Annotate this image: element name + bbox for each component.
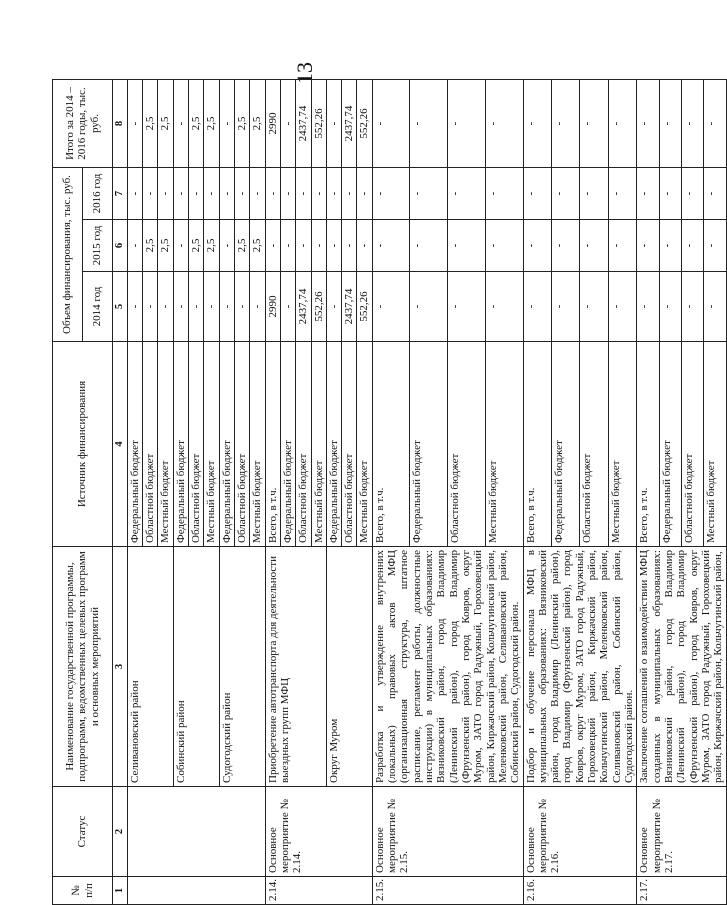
funding-source: Областной бюджет xyxy=(448,342,486,547)
item-status: Основное мероприятие № 2.17. xyxy=(637,787,726,877)
funding-source: Областной бюджет xyxy=(189,342,204,547)
funding-source: Всего, в т.ч. xyxy=(265,342,280,547)
column-number: 1 xyxy=(113,877,128,905)
value-2015: 2,5 xyxy=(158,220,173,272)
funding-source: Федеральный бюджет xyxy=(326,342,341,547)
funding-source: Федеральный бюджет xyxy=(219,342,234,547)
funding-source: Федеральный бюджет xyxy=(127,342,142,547)
value-2015: - xyxy=(523,220,551,272)
value-2016: - xyxy=(204,168,219,220)
value-2014: - xyxy=(448,272,486,342)
value-total: 2437,74 xyxy=(296,80,311,168)
funding-source: Местный бюджет xyxy=(158,342,173,547)
value-2015: - xyxy=(296,220,311,272)
column-number: 6 xyxy=(113,220,128,272)
value-2016: - xyxy=(410,168,448,220)
value-2015: - xyxy=(265,220,280,272)
value-total: - xyxy=(659,80,681,168)
value-total: - xyxy=(280,80,295,168)
value-2016: - xyxy=(704,168,726,220)
item-number: 2.16. xyxy=(523,877,637,905)
funding-source: Федеральный бюджет xyxy=(551,342,579,547)
column-number: 5 xyxy=(113,272,128,342)
item-name: Разработка и утверждение внутренних (локальных) правовых актов МФЦ (организационная структура, штатное расписание, регламент работы, должностные инструкции) в муниципальных образованиях: Вязниковский район, город Владимир (Ленинский район), город Владимир (Фрунзенский район), город Ковров, округ Муром, ЗАТО город Радужный, Гороховецкий район, Киржачский район, Кольчугинский район, Меленковский район, Селивановский район, Собинский район, Судогодский район. xyxy=(372,547,523,787)
value-2016: - xyxy=(189,168,204,220)
value-total: - xyxy=(448,80,486,168)
value-2016: - xyxy=(127,168,142,220)
value-total: 2,5 xyxy=(204,80,219,168)
value-total: - xyxy=(326,80,341,168)
value-2015: - xyxy=(659,220,681,272)
column-number: 2 xyxy=(113,787,128,877)
value-2016: - xyxy=(580,168,608,220)
funding-source: Местный бюджет xyxy=(608,342,636,547)
value-total: 2,5 xyxy=(189,80,204,168)
value-total: - xyxy=(580,80,608,168)
value-2014: 2990 xyxy=(265,272,280,342)
funding-source: Местный бюджет xyxy=(311,342,326,547)
value-2015: - xyxy=(608,220,636,272)
funding-source: Областной бюджет xyxy=(580,342,608,547)
value-2016: - xyxy=(296,168,311,220)
value-2016: - xyxy=(143,168,158,220)
value-2015: - xyxy=(580,220,608,272)
rotated-document xyxy=(52,80,725,905)
district-name: Собинский район xyxy=(173,547,219,787)
item-number: 2.17. xyxy=(637,877,726,905)
value-total: - xyxy=(410,80,448,168)
value-total: 2990 xyxy=(265,80,280,168)
item-name: Приобретение автотранспорта для деятельности выездных групп МФЦ xyxy=(265,547,326,787)
funding-source: Областной бюджет xyxy=(234,342,249,547)
value-2014: 2437,74 xyxy=(342,272,357,342)
item-215-row xyxy=(372,80,410,905)
funding-source: Областной бюджет xyxy=(296,342,311,547)
value-2014: - xyxy=(219,272,234,342)
value-total: 2,5 xyxy=(158,80,173,168)
column-number: 4 xyxy=(113,342,128,547)
value-total: - xyxy=(372,80,410,168)
funding-source: Местный бюджет xyxy=(357,342,372,547)
item-214-row xyxy=(265,80,280,905)
funding-source: Федеральный бюджет xyxy=(280,342,295,547)
value-2015: - xyxy=(704,220,726,272)
district-name: Судогодский район xyxy=(219,547,265,787)
value-2014: - xyxy=(234,272,249,342)
value-2016: - xyxy=(234,168,249,220)
value-total: - xyxy=(219,80,234,168)
value-2015: - xyxy=(280,220,295,272)
value-2014: - xyxy=(523,272,551,342)
value-2016: - xyxy=(357,168,372,220)
item-status: Основное мероприятие № 2.15. xyxy=(372,787,523,877)
value-2014: - xyxy=(659,272,681,342)
funding-source: Местный бюджет xyxy=(485,342,523,547)
item-217-row xyxy=(637,80,659,905)
empty-cell xyxy=(127,787,265,877)
value-2016: - xyxy=(158,168,173,220)
funding-source: Областной бюджет xyxy=(342,342,357,547)
funding-source: Областной бюджет xyxy=(143,342,158,547)
value-2014: - xyxy=(158,272,173,342)
value-2016: - xyxy=(311,168,326,220)
value-2015: - xyxy=(410,220,448,272)
funding-source: Местный бюджет xyxy=(250,342,265,547)
value-total: 2437,74 xyxy=(342,80,357,168)
funding-source: Областной бюджет xyxy=(681,342,703,547)
value-2015: - xyxy=(311,220,326,272)
value-2015: - xyxy=(681,220,703,272)
item-216-row xyxy=(523,80,551,905)
value-2015: 2,5 xyxy=(234,220,249,272)
value-2016: - xyxy=(523,168,551,220)
value-2015: 2,5 xyxy=(143,220,158,272)
header-2015: 2015 год xyxy=(83,220,113,272)
value-2014: - xyxy=(280,272,295,342)
value-2016: - xyxy=(173,168,188,220)
value-2015: - xyxy=(551,220,579,272)
value-2016: - xyxy=(372,168,410,220)
value-2014: - xyxy=(580,272,608,342)
item-name: Заключение соглашений о взаимодействии МФЦ созданных в муниципальных образованиях: Вязниковский район, город Владимир (Ленинский район), город Владимир (Фрунзенский район), город Ковров, округ Муром, ЗАТО город Радужный, Гороховецкий район, Киржачский район, Кольчугинский район, xyxy=(637,547,726,787)
value-2015: - xyxy=(173,220,188,272)
value-2015: - xyxy=(448,220,486,272)
sub-district-name: Округ Муром xyxy=(326,547,372,787)
value-total: - xyxy=(127,80,142,168)
funding-source: Всего, в т.ч. xyxy=(637,342,659,547)
value-2016: - xyxy=(342,168,357,220)
column-number: 7 xyxy=(113,168,128,220)
value-2014: 552,26 xyxy=(357,272,372,342)
funding-source: Местный бюджет xyxy=(704,342,726,547)
value-total: - xyxy=(681,80,703,168)
value-2016: - xyxy=(485,168,523,220)
funding-source: Местный бюджет xyxy=(204,342,219,547)
column-number: 8 xyxy=(113,80,128,168)
value-2014: - xyxy=(204,272,219,342)
value-2016: - xyxy=(280,168,295,220)
value-2016: - xyxy=(326,168,341,220)
value-total: - xyxy=(485,80,523,168)
district-row xyxy=(127,80,142,905)
header-funding: Объем финансирования, тыс. руб. xyxy=(53,168,83,342)
value-2016: - xyxy=(250,168,265,220)
column-numbers-row xyxy=(113,80,128,905)
value-2015: - xyxy=(342,220,357,272)
value-2014: - xyxy=(410,272,448,342)
value-2015: - xyxy=(637,220,659,272)
value-total: 2,5 xyxy=(250,80,265,168)
value-total: - xyxy=(551,80,579,168)
value-2016: - xyxy=(448,168,486,220)
value-2015: 2,5 xyxy=(189,220,204,272)
value-2014: - xyxy=(250,272,265,342)
value-2016: - xyxy=(659,168,681,220)
value-2014: - xyxy=(372,272,410,342)
value-2014: - xyxy=(551,272,579,342)
item-status: Основное мероприятие № 2.16. xyxy=(523,787,637,877)
value-total: 2,5 xyxy=(234,80,249,168)
item-214-sub-row xyxy=(326,80,341,905)
funding-source: Всего, в т.ч. xyxy=(523,342,551,547)
funding-source: Всего, в т.ч. xyxy=(372,342,410,547)
value-total: - xyxy=(704,80,726,168)
value-total: - xyxy=(637,80,659,168)
funding-source: Федеральный бюджет xyxy=(659,342,681,547)
value-2016: - xyxy=(637,168,659,220)
value-2016: - xyxy=(219,168,234,220)
value-2014: - xyxy=(608,272,636,342)
value-2016: - xyxy=(265,168,280,220)
district-row xyxy=(219,80,234,905)
funding-table xyxy=(52,79,727,905)
item-number: 2.15. xyxy=(372,877,523,905)
value-2016: - xyxy=(551,168,579,220)
value-total: - xyxy=(173,80,188,168)
item-number: 2.14. xyxy=(265,877,372,905)
value-2014: 552,26 xyxy=(311,272,326,342)
value-total: - xyxy=(523,80,551,168)
funding-source: Федеральный бюджет xyxy=(173,342,188,547)
value-2014: - xyxy=(143,272,158,342)
value-2014: - xyxy=(704,272,726,342)
district-row xyxy=(173,80,188,905)
value-2015: - xyxy=(372,220,410,272)
value-2014: - xyxy=(189,272,204,342)
value-total: 552,26 xyxy=(357,80,372,168)
value-total: - xyxy=(608,80,636,168)
value-2015: - xyxy=(357,220,372,272)
column-number: 3 xyxy=(113,547,128,787)
value-2016: - xyxy=(681,168,703,220)
header-name: Наименование государственной программы, подпрограмм, ведомственных целевых программ и основных мероприятий xyxy=(53,547,113,787)
value-2014: - xyxy=(127,272,142,342)
value-2014: - xyxy=(173,272,188,342)
value-2015: - xyxy=(127,220,142,272)
value-2014: 2437,74 xyxy=(296,272,311,342)
value-2015: - xyxy=(326,220,341,272)
empty-cell xyxy=(127,877,265,905)
funding-source: Федеральный бюджет xyxy=(410,342,448,547)
value-2014: - xyxy=(326,272,341,342)
value-2014: - xyxy=(681,272,703,342)
value-2015: 2,5 xyxy=(250,220,265,272)
item-name: Подбор и обучение персонала МФЦ в муниципальных образованиях: Вязниковский район, город Владимир (Ленинский район), город Владимир (Фрунзенский район), город Ковров, округ Муром, ЗАТО город Радужный, Гороховецкий район, Киржачский район, Кольчугинский район, Меленковский район, Селивановский район, Собинский район, Судогодский район. xyxy=(523,547,637,787)
header-source: Источник финансирования xyxy=(53,342,113,547)
value-2015: - xyxy=(219,220,234,272)
item-status: Основное мероприятие № 2.14. xyxy=(265,787,372,877)
header-no: № п/п xyxy=(53,877,113,905)
header-2016: 2016 год xyxy=(83,168,113,220)
value-2015: - xyxy=(485,220,523,272)
page-number: 13 xyxy=(292,62,317,84)
value-total: 552,26 xyxy=(311,80,326,168)
value-2016: - xyxy=(608,168,636,220)
value-2014: - xyxy=(485,272,523,342)
value-2014: - xyxy=(637,272,659,342)
district-name: Селивановский район xyxy=(127,547,173,787)
value-total: 2,5 xyxy=(143,80,158,168)
header-total: Итого за 2014 – 2016 годы, тыс. руб. xyxy=(53,80,113,168)
header-status: Статус xyxy=(53,787,113,877)
value-2015: 2,5 xyxy=(204,220,219,272)
header-2014: 2014 год xyxy=(83,272,113,342)
